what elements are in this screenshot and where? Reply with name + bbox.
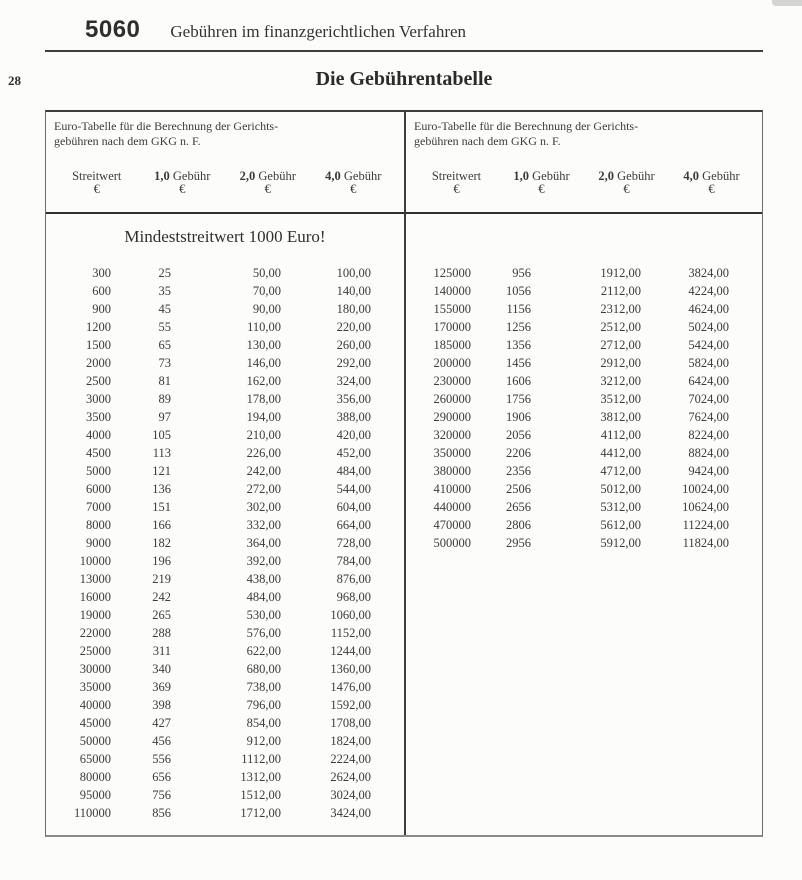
fee-cell: 3512,00 [600, 392, 641, 406]
column-header: Streitwert € [72, 169, 122, 196]
fee-table [45, 110, 763, 837]
fee-cell: 3000 [86, 392, 111, 406]
fee-cell: 380000 [433, 464, 471, 478]
table-caption-line1: Euro-Tabelle für die Berechnung der Gerichts- [414, 119, 639, 133]
fee-cell: 410000 [433, 482, 471, 496]
fee-cell: 600 [92, 284, 111, 298]
fee-cell: 226,00 [246, 446, 281, 460]
fee-cell: 19000 [79, 608, 111, 622]
fee-cell: 4712,00 [600, 464, 641, 478]
table-caption-line2: gebühren nach dem GKG n. F. [414, 133, 561, 148]
fee-row [406, 480, 762, 498]
fee-cell: 11824,00 [682, 536, 729, 550]
fee-cell: 10000 [79, 554, 111, 568]
fee-cell: 856 [152, 806, 171, 820]
fee-row [46, 804, 404, 822]
fee-row [406, 534, 762, 552]
fee-cell: 320000 [433, 428, 471, 442]
fee-cell: 656 [152, 770, 171, 784]
fee-cell: 5424,00 [688, 338, 729, 352]
fee-row [46, 444, 404, 462]
fee-cell: 196 [152, 554, 171, 568]
fee-cell: 5824,00 [688, 356, 729, 370]
fee-cell: 332,00 [246, 518, 281, 532]
fee-cell: 50000 [79, 734, 111, 748]
fee-cell: 8000 [86, 518, 111, 532]
fee-cell: 140,00 [336, 284, 371, 298]
fee-cell: 210,00 [246, 428, 281, 442]
fee-row [46, 678, 404, 696]
fee-cell: 452,00 [336, 446, 371, 460]
fee-cell: 22000 [79, 626, 111, 640]
margin-number: 28 [8, 73, 21, 88]
fee-cell: 500000 [433, 536, 471, 550]
fee-cell: 10024,00 [682, 482, 729, 496]
fee-cell: 140000 [433, 284, 471, 298]
fee-cell: 265 [152, 608, 171, 622]
fee-cell: 456 [152, 734, 171, 748]
fee-cell: 182 [152, 536, 171, 550]
fee-cell: 70,00 [252, 284, 281, 298]
column-header: 1,0 Gebühr € [154, 169, 211, 196]
fee-cell: 292,00 [336, 356, 371, 370]
fee-cell: 1356 [506, 338, 531, 352]
fee-cell: 1312,00 [240, 770, 281, 784]
fee-cell: 200000 [433, 356, 471, 370]
fee-cell: 194,00 [246, 410, 281, 424]
fee-row [46, 282, 404, 300]
fee-cell: 242 [152, 590, 171, 604]
fee-row [46, 624, 404, 642]
column-header: 4,0 Gebühr € [683, 169, 740, 196]
fee-cell: 162,00 [246, 374, 281, 388]
fee-cell: 5912,00 [600, 536, 641, 550]
table-header-right [406, 112, 762, 214]
fee-row [46, 480, 404, 498]
column-header: Streitwert € [431, 169, 482, 196]
fee-cell: 438,00 [246, 572, 281, 586]
fee-cell: 4500 [86, 446, 111, 460]
fee-row [406, 516, 762, 534]
fee-cell: 260000 [433, 392, 471, 406]
header-rule [45, 50, 763, 52]
minimum-value-note: Mindeststreitwert 1000 Euro! [124, 227, 326, 246]
fee-cell: 3024,00 [330, 788, 371, 802]
table-header-left [46, 112, 404, 214]
column-header: 1,0 Gebühr € [513, 169, 570, 196]
window-corner-fragment [772, 0, 802, 6]
fee-cell: 230000 [433, 374, 471, 388]
fee-cell: 2506 [506, 482, 531, 496]
fee-row [406, 282, 762, 300]
table-caption [54, 119, 396, 148]
fee-cell: 2206 [506, 446, 531, 460]
fee-cell: 30000 [79, 662, 111, 676]
fee-row [46, 354, 404, 372]
fee-cell: 178,00 [246, 392, 281, 406]
fee-table-left-half [46, 112, 404, 835]
fee-cell: 25 [158, 266, 171, 280]
fee-cell: 6000 [86, 482, 111, 496]
fee-cell: 4112,00 [600, 428, 641, 442]
fee-cell: 1592,00 [330, 698, 371, 712]
fee-cell: 484,00 [246, 590, 281, 604]
fee-cell: 170000 [433, 320, 471, 334]
fee-row [406, 426, 762, 444]
fee-cell: 756 [152, 788, 171, 802]
fee-cell: 95000 [79, 788, 111, 802]
fee-cell: 2656 [506, 500, 531, 514]
fee-row [406, 336, 762, 354]
fee-cell: 1708,00 [330, 716, 371, 730]
fee-cell: 300 [92, 266, 111, 280]
fee-row [46, 552, 404, 570]
fee-cell: 1112,00 [241, 752, 281, 766]
fee-cell: 2056 [506, 428, 531, 442]
fee-cell: 3824,00 [688, 266, 729, 280]
fee-cell: 1244,00 [330, 644, 371, 658]
fee-cell: 5012,00 [600, 482, 641, 496]
fee-row [406, 300, 762, 318]
column-header: 4,0 Gebühr € [325, 169, 382, 196]
fee-row [46, 786, 404, 804]
fee-cell: 2512,00 [600, 320, 641, 334]
fee-cell: 854,00 [246, 716, 281, 730]
fee-row [406, 408, 762, 426]
fee-cell: 1360,00 [330, 662, 371, 676]
fee-cell: 97 [158, 410, 171, 424]
fee-cell: 530,00 [246, 608, 281, 622]
fee-cell: 622,00 [246, 644, 281, 658]
fee-cell: 105 [152, 428, 171, 442]
table-body-left [46, 214, 404, 835]
fee-cell: 1200 [86, 320, 111, 334]
fee-cell: 5000 [86, 464, 111, 478]
fee-cell: 130,00 [246, 338, 281, 352]
fee-cell: 11224,00 [682, 518, 729, 532]
fee-cell: 1912,00 [600, 266, 641, 280]
fee-cell: 185000 [433, 338, 471, 352]
fee-cell: 4224,00 [688, 284, 729, 298]
fee-cell: 100,00 [336, 266, 371, 280]
fee-cell: 9000 [86, 536, 111, 550]
fee-cell: 350000 [433, 446, 471, 460]
fee-cell: 604,00 [336, 500, 371, 514]
fee-cell: 440000 [433, 500, 471, 514]
fee-cell: 4624,00 [688, 302, 729, 316]
fee-cell: 420,00 [336, 428, 371, 442]
fee-cell: 398 [152, 698, 171, 712]
fee-row [406, 498, 762, 516]
fee-cell: 1256 [506, 320, 531, 334]
fee-cell: 89 [158, 392, 171, 406]
fee-cell: 121 [152, 464, 171, 478]
fee-cell: 340 [152, 662, 171, 676]
fee-cell: 80000 [79, 770, 111, 784]
fee-row [406, 318, 762, 336]
fee-cell: 55 [158, 320, 171, 334]
fee-cell: 3500 [86, 410, 111, 424]
paragraph-number: 5060 [85, 16, 141, 43]
fee-cell: 2806 [506, 518, 531, 532]
fee-cell: 7024,00 [688, 392, 729, 406]
fee-cell: 484,00 [336, 464, 371, 478]
fee-cell: 664,00 [336, 518, 371, 532]
fee-row [46, 660, 404, 678]
fee-cell: 5312,00 [600, 500, 641, 514]
fee-cell: 6424,00 [688, 374, 729, 388]
fee-cell: 470000 [433, 518, 471, 532]
fee-cell: 288 [152, 626, 171, 640]
fee-cell: 1152,00 [330, 626, 371, 640]
fee-cell: 40000 [79, 698, 111, 712]
fee-cell: 2956 [506, 536, 531, 550]
fee-cell: 302,00 [246, 500, 281, 514]
fee-cell: 544,00 [336, 482, 371, 496]
fee-cell: 4000 [86, 428, 111, 442]
column-header: 2,0 Gebühr € [239, 169, 296, 196]
fee-cell: 113 [152, 446, 171, 460]
fee-cell: 1712,00 [240, 806, 281, 820]
fee-cell: 311 [152, 644, 171, 658]
chapter-title: Gebühren im finanzgerichtlichen Verfahren [170, 22, 467, 41]
fee-cell: 73 [158, 356, 171, 370]
fee-cell: 151 [152, 500, 171, 514]
fee-cell: 65000 [79, 752, 111, 766]
fee-row [406, 372, 762, 390]
table-caption [414, 119, 754, 148]
fee-cell: 290000 [433, 410, 471, 424]
fee-row [406, 264, 762, 282]
fee-row [46, 732, 404, 750]
fee-cell: 324,00 [336, 374, 371, 388]
section-title: Die Gebührentabelle [315, 68, 493, 90]
fee-cell: 876,00 [336, 572, 371, 586]
fee-cell: 35000 [79, 680, 111, 694]
fee-cell: 900 [92, 302, 111, 316]
fee-row [406, 354, 762, 372]
fee-cell: 5024,00 [688, 320, 729, 334]
fee-row [46, 588, 404, 606]
fee-table-right-half [404, 112, 762, 835]
fee-cell: 9424,00 [688, 464, 729, 478]
table-body-right [406, 214, 762, 835]
fee-cell: 1060,00 [330, 608, 371, 622]
fee-cell: 45 [158, 302, 171, 316]
fee-row [46, 750, 404, 768]
fee-cell: 16000 [79, 590, 111, 604]
fee-cell: 1824,00 [330, 734, 371, 748]
fee-row [406, 444, 762, 462]
fee-row [46, 642, 404, 660]
fee-cell: 1756 [506, 392, 531, 406]
fee-cell: 8224,00 [688, 428, 729, 442]
fee-cell: 1456 [506, 356, 531, 370]
table-caption-line1: Euro-Tabelle für die Berechnung der Gerichts- [54, 119, 279, 133]
fee-cell: 5612,00 [600, 518, 641, 532]
fee-cell: 35 [158, 284, 171, 298]
fee-cell: 3212,00 [600, 374, 641, 388]
fee-cell: 912,00 [246, 734, 281, 748]
fee-cell: 388,00 [336, 410, 371, 424]
fee-cell: 136 [152, 482, 171, 496]
fee-cell: 2000 [86, 356, 111, 370]
fee-cell: 81 [158, 374, 171, 388]
fee-cell: 427 [152, 716, 171, 730]
column-headers [54, 169, 396, 196]
fee-cell: 260,00 [336, 338, 371, 352]
fee-cell: 1906 [506, 410, 531, 424]
fee-row [46, 498, 404, 516]
fee-cell: 356,00 [336, 392, 371, 406]
fee-cell: 1476,00 [330, 680, 371, 694]
fee-cell: 1156 [506, 302, 531, 316]
fee-cell: 796,00 [246, 698, 281, 712]
fee-cell: 65 [158, 338, 171, 352]
fee-cell: 25000 [79, 644, 111, 658]
fee-cell: 2224,00 [330, 752, 371, 766]
fee-row [46, 336, 404, 354]
fee-cell: 13000 [79, 572, 111, 586]
fee-cell: 369 [152, 680, 171, 694]
fee-cell: 146,00 [246, 356, 281, 370]
fee-row [46, 768, 404, 786]
fee-cell: 3812,00 [600, 410, 641, 424]
fee-cell: 10624,00 [682, 500, 729, 514]
fee-cell: 7624,00 [688, 410, 729, 424]
document-header [85, 16, 466, 44]
fee-cell: 3424,00 [330, 806, 371, 820]
fee-row [46, 318, 404, 336]
fee-cell: 738,00 [246, 680, 281, 694]
fee-cell: 2624,00 [330, 770, 371, 784]
fee-cell: 2912,00 [600, 356, 641, 370]
fee-cell: 166 [152, 518, 171, 532]
fee-rows-left [46, 264, 404, 822]
body-spacer [406, 214, 762, 264]
fee-cell: 45000 [79, 716, 111, 730]
fee-cell: 968,00 [336, 590, 371, 604]
fee-cell: 556 [152, 752, 171, 766]
fee-cell: 2312,00 [600, 302, 641, 316]
fee-row [46, 606, 404, 624]
fee-row [46, 570, 404, 588]
fee-row [406, 462, 762, 480]
fee-cell: 125000 [433, 266, 471, 280]
fee-row [46, 426, 404, 444]
fee-cell: 2112,00 [600, 284, 641, 298]
fee-row [46, 696, 404, 714]
fee-row [46, 462, 404, 480]
fee-row [406, 390, 762, 408]
table-caption-line2: gebühren nach dem GKG n. F. [54, 133, 201, 148]
fee-row [46, 372, 404, 390]
fee-cell: 2500 [86, 374, 111, 388]
fee-cell: 2356 [506, 464, 531, 478]
fee-cell: 364,00 [246, 536, 281, 550]
fee-cell: 110,00 [247, 320, 281, 334]
fee-row [46, 534, 404, 552]
fee-cell: 576,00 [246, 626, 281, 640]
fee-cell: 1606 [506, 374, 531, 388]
fee-cell: 784,00 [336, 554, 371, 568]
column-header: 2,0 Gebühr € [598, 169, 655, 196]
column-headers [414, 169, 754, 196]
fee-cell: 50,00 [252, 266, 281, 280]
fee-cell: 220,00 [336, 320, 371, 334]
fee-cell: 2712,00 [600, 338, 641, 352]
fee-cell: 219 [152, 572, 171, 586]
fee-cell: 242,00 [246, 464, 281, 478]
fee-cell: 1056 [506, 284, 531, 298]
fee-row [46, 714, 404, 732]
fee-cell: 272,00 [246, 482, 281, 496]
fee-cell: 90,00 [252, 302, 281, 316]
fee-cell: 8824,00 [688, 446, 729, 460]
fee-row [46, 300, 404, 318]
fee-row [46, 516, 404, 534]
fee-cell: 155000 [433, 302, 471, 316]
fee-cell: 728,00 [336, 536, 371, 550]
fee-row [46, 264, 404, 282]
fee-row [46, 390, 404, 408]
fee-cell: 392,00 [246, 554, 281, 568]
fee-cell: 680,00 [246, 662, 281, 676]
fee-row [46, 408, 404, 426]
fee-cell: 180,00 [336, 302, 371, 316]
fee-cell: 110000 [73, 806, 111, 820]
fee-rows-right [406, 264, 762, 552]
fee-cell: 1512,00 [240, 788, 281, 802]
fee-cell: 1500 [86, 338, 111, 352]
fee-cell: 956 [512, 266, 531, 280]
fee-cell: 4412,00 [600, 446, 641, 460]
fee-cell: 7000 [86, 500, 111, 514]
